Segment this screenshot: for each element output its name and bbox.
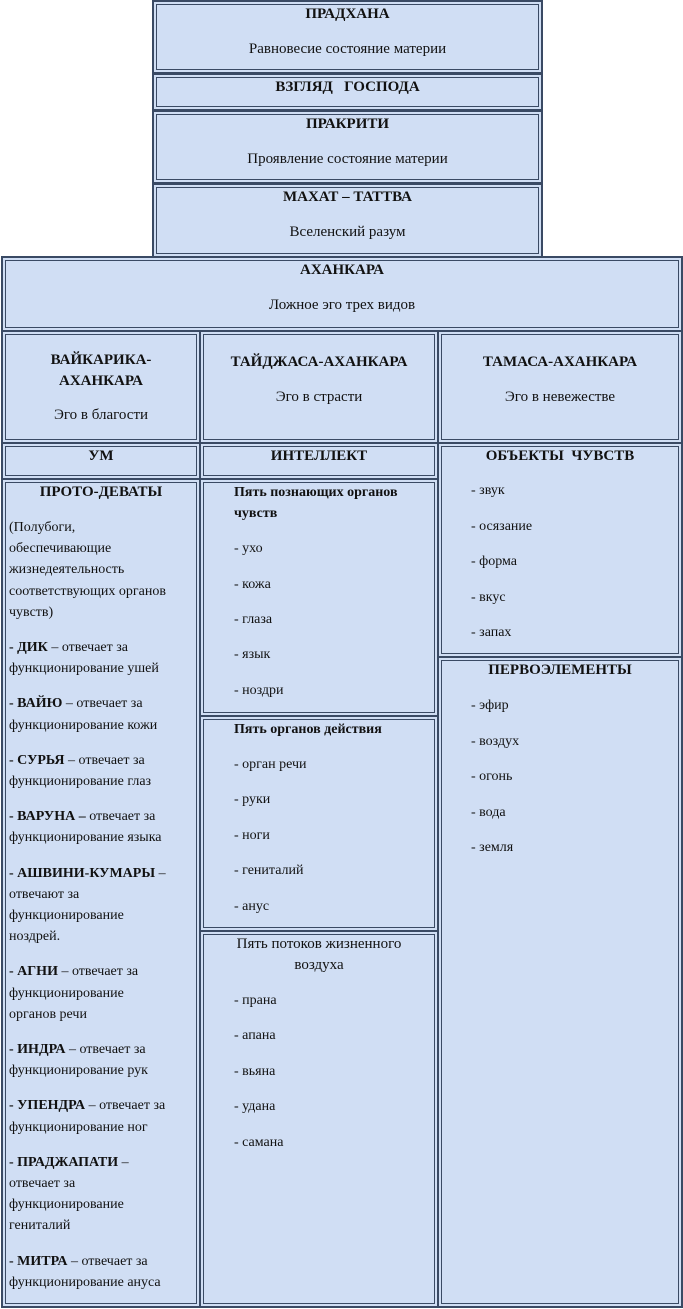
proto-devas-title: ПРОТО-ДЕВАТЫ <box>39 484 163 500</box>
element-item: - вода <box>471 805 506 820</box>
elements-box <box>437 656 683 1308</box>
proto-devas-list <box>9 517 197 1307</box>
proto-deva-name: - ВАРУНА – <box>9 809 86 825</box>
proto-deva-entry <box>9 637 197 679</box>
proto-deva-role: – отвечает за <box>47 640 129 656</box>
glance-box <box>152 73 543 111</box>
tamasa-title: ТАМАСА-АХАНКАРА <box>482 354 638 370</box>
proto-deva-role-line: функционирование <box>9 908 124 924</box>
proto-deva-role-line: ноздрей. <box>9 929 61 945</box>
proto-deva-role-line: функционирование ануса <box>9 1274 161 1290</box>
proto-deva-name: - ИНДРА <box>9 1042 66 1058</box>
intellect-box <box>199 442 439 480</box>
tamasa-subtitle: Эго в невежестве <box>504 389 616 405</box>
taijasa-subtitle: Эго в страсти <box>275 389 363 405</box>
taijasa-title: ТАЙДЖАСА-АХАНКАРА <box>230 354 408 370</box>
life-airs-title-line2: воздуха <box>294 957 344 973</box>
glance-title: ВЗГЛЯД ГОСПОДА <box>275 79 420 95</box>
proto-deva-first-line <box>9 637 197 658</box>
ahankara-subtitle: Ложное эго трех видов <box>268 297 416 313</box>
knowledge-sense-item: - язык <box>234 647 271 662</box>
action-organ-item: - орган речи <box>234 757 307 772</box>
proto-deva-first-line <box>9 693 197 714</box>
action-organ-item: - гениталий <box>234 863 304 878</box>
proto-deva-entry <box>9 1152 197 1237</box>
element-item: - земля <box>471 840 514 855</box>
life-airs-title-line1: Пять потоков жизненного <box>236 936 402 952</box>
knowledge-senses-title-line2: чувств <box>234 506 278 521</box>
sense-objects-title: ОБЪЕКТЫ ЧУВСТВ <box>485 448 635 464</box>
proto-deva-role-line: органов речи <box>9 1006 87 1022</box>
prakriti-subtitle: Проявление состояние материи <box>247 151 448 167</box>
proto-devas-intro-line: жизнедеятельность <box>9 562 125 578</box>
sense-object-item: - форма <box>471 554 517 569</box>
intellect-title: ИНТЕЛЛЕКТ <box>270 448 368 464</box>
elements-title: ПЕРВОЭЛЕМЕНТЫ <box>488 662 632 678</box>
ahankara-box <box>1 256 683 332</box>
proto-deva-first-line <box>9 961 197 982</box>
proto-deva-entry <box>9 863 197 948</box>
action-organ-item: - анус <box>234 899 270 914</box>
proto-deva-first-line <box>9 1095 197 1116</box>
life-air-item: - вьяна <box>234 1064 276 1079</box>
life-air-item: - прана <box>234 993 277 1008</box>
proto-deva-role-line: функционирование глаз <box>9 774 152 790</box>
pradhana-subtitle: Равновесие состояние материи <box>248 41 447 57</box>
element-item: - огонь <box>471 769 513 784</box>
proto-deva-role-line: функционирование <box>9 985 124 1001</box>
sense-object-item: - звук <box>471 483 505 498</box>
sense-object-item: - осязание <box>471 519 533 534</box>
proto-deva-role: – отвечает за <box>85 1098 166 1114</box>
proto-deva-role: – отвечает за <box>65 1042 146 1058</box>
proto-deva-role: – отвечает за <box>62 696 143 712</box>
proto-deva-first-line <box>9 750 197 771</box>
proto-deva-name: - УПЕНДРА <box>9 1098 86 1114</box>
knowledge-sense-item: - кожа <box>234 577 271 592</box>
vaikarika-title-line1: ВАЙКАРИКА- <box>50 352 152 368</box>
proto-devas-intro-line: соответствующих органов <box>9 583 166 599</box>
proto-deva-role-line: гениталий <box>9 1218 71 1234</box>
knowledge-sense-item: - ноздри <box>234 683 284 698</box>
proto-devas-intro-line: обеспечивающие <box>9 541 112 557</box>
proto-deva-role-line: функционирование языка <box>9 830 162 846</box>
proto-deva-role: отвечает за <box>85 809 156 825</box>
prakriti-box <box>152 110 543 184</box>
proto-deva-role-line: функционирование рук <box>9 1063 148 1079</box>
proto-devas-intro-line: чувств) <box>9 604 54 620</box>
vaikarika-box <box>1 330 201 444</box>
proto-deva-name: - ДИК <box>9 640 48 656</box>
action-organs-box <box>199 715 439 932</box>
proto-deva-name: - СУРЬЯ <box>9 752 65 768</box>
proto-deva-name: - ПРАДЖАПАТИ <box>9 1154 119 1170</box>
proto-deva-name: - ВАЙЮ <box>9 696 63 712</box>
sense-object-item: - вкус <box>471 590 506 605</box>
action-organs-title: Пять органов действия <box>234 722 382 737</box>
proto-deva-name: - АШВИНИ-КУМАРЫ <box>9 865 156 881</box>
proto-devas-intro-line: (Полубоги, <box>9 520 76 535</box>
life-air-item: - самана <box>234 1135 284 1150</box>
pradhana-box <box>152 0 543 74</box>
prakriti-title: ПРАКРИТИ <box>305 116 390 132</box>
proto-deva-entry <box>9 961 197 1025</box>
proto-deva-first-line <box>9 1251 197 1272</box>
action-organ-item: - ноги <box>234 828 270 843</box>
mind-title: УМ <box>88 448 114 464</box>
knowledge-senses-title-line1: Пять познающих органов <box>234 485 398 500</box>
element-item: - эфир <box>471 698 509 713</box>
proto-deva-role: – <box>155 865 166 881</box>
proto-deva-role-line: функционирование ушей <box>9 661 159 677</box>
proto-deva-role: – отвечает за <box>57 964 139 980</box>
life-air-item: - апана <box>234 1028 276 1043</box>
proto-deva-role-line: функционирование ног <box>9 1119 148 1135</box>
pradhana-title: ПРАДХАНА <box>305 6 390 22</box>
proto-deva-role-line: функционирование кожи <box>9 717 158 733</box>
proto-deva-first-line <box>9 1152 197 1173</box>
proto-deva-name: - АГНИ <box>9 964 58 980</box>
vaikarika-title-line2: АХАНКАРА <box>59 373 143 389</box>
proto-deva-entry <box>9 693 197 735</box>
proto-deva-entry <box>9 1039 197 1081</box>
mahat-subtitle: Вселенский разум <box>289 224 406 240</box>
proto-deva-role-line: отвечают за <box>9 886 80 902</box>
mind-box <box>1 442 201 480</box>
proto-deva-first-line <box>9 1039 197 1060</box>
proto-deva-first-line <box>9 863 197 884</box>
element-item: - воздух <box>471 734 520 749</box>
mahat-title: МАХАТ – ТАТТВА <box>282 189 413 205</box>
sense-object-item: - запах <box>471 625 512 640</box>
action-organ-item: - руки <box>234 792 271 807</box>
life-air-item: - удана <box>234 1099 276 1114</box>
proto-deva-role: – <box>118 1154 129 1170</box>
knowledge-sense-item: - глаза <box>234 612 273 627</box>
mahat-box <box>152 183 543 258</box>
proto-deva-entry <box>9 1095 197 1137</box>
life-airs-box <box>199 930 439 1308</box>
proto-deva-entry <box>9 750 197 792</box>
vaikarika-subtitle: Эго в благости <box>53 407 149 423</box>
proto-deva-first-line <box>9 806 197 827</box>
taijasa-box <box>199 330 439 444</box>
proto-deva-entry <box>9 806 197 848</box>
knowledge-sense-item: - ухо <box>234 541 263 556</box>
proto-deva-role-line: отвечает за <box>9 1176 76 1192</box>
proto-deva-role-line: функционирование <box>9 1197 124 1213</box>
knowledge-senses-box <box>199 478 439 717</box>
proto-deva-name: - МИТРА <box>9 1253 68 1269</box>
proto-deva-role: – отвечает за <box>64 752 145 768</box>
ahankara-title: АХАНКАРА <box>300 262 384 278</box>
tamasa-box <box>437 330 683 444</box>
proto-devas-intro <box>9 517 197 623</box>
sense-objects-box <box>437 442 683 658</box>
proto-deva-entry <box>9 1251 197 1293</box>
proto-deva-role: – отвечает за <box>67 1253 148 1269</box>
